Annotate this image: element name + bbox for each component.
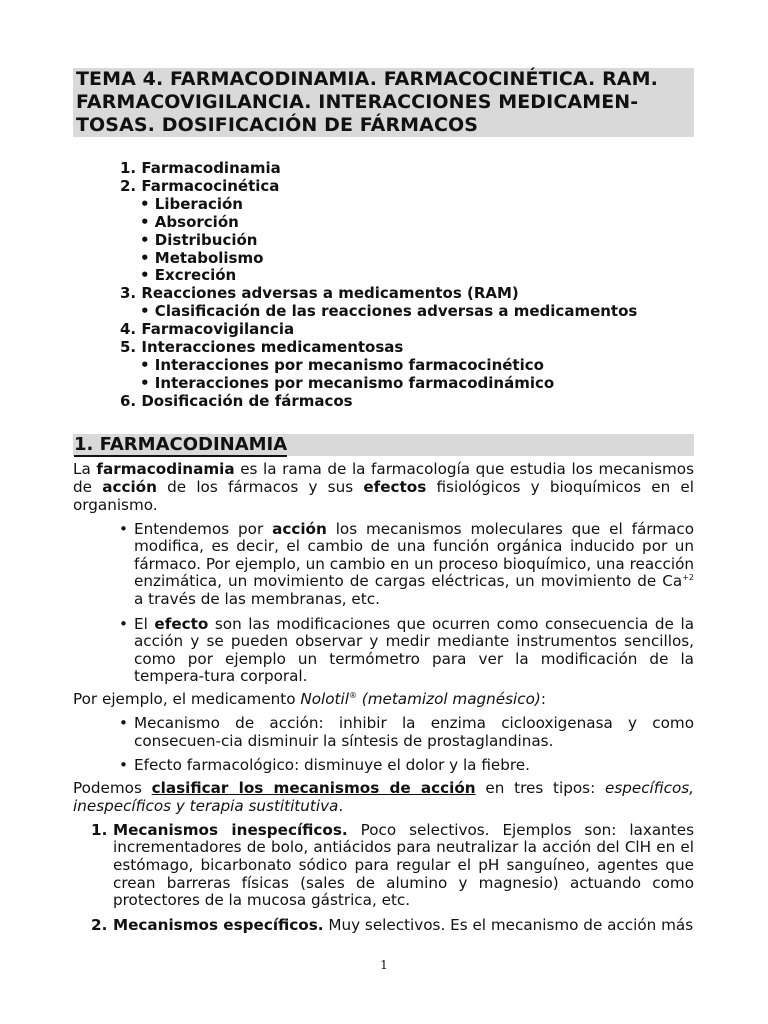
text-run: La [73,459,97,478]
document-page [73,68,694,934]
text-run: los mecanismos moleculares que el fármaco modifica, es decir, el cambio de una función orgánica inducido por un fármaco. Por ejemplo, un cambio en un proceso bioquímico, una reacción enzimática, un movimiento de cargas eléctricas, un movimiento de Ca [134,519,694,591]
example-bullet-mechanism: • Mecanismo de acción: inhibir la enzima ciclooxigenasa y como consecuen-cia disminuir la síntesis de prostaglandinas. [134,715,694,750]
bold-term: Mecanismos inespecíficos. [113,820,348,839]
intro-paragraph [73,460,694,514]
superscript: ® [348,691,357,701]
toc-subitem: • Absorción [140,212,239,231]
bold-term: efecto [154,614,209,633]
example-paragraph [73,690,694,708]
table-of-contents [120,160,694,411]
toc-item: 3. Reacciones adversas a medicamentos (RAM) [120,284,519,303]
toc-subitem: • Clasificación de las reacciones adversas a medicamentos [140,302,638,321]
text-run: . [338,796,344,815]
text-run: de los fármacos y sus [156,477,364,496]
numbered-item-especificos [91,915,694,935]
title-line-2: FARMACOVIGILANCIA. INTERACCIONES MEDICAMEN- [76,91,639,113]
text-run: Podemos [73,778,152,797]
page-title [73,68,694,137]
text-run: El [134,614,155,633]
superscript: +2 [682,573,694,583]
text-run: : [540,690,546,709]
text-run: Muy selectivos. Es el mecanismo de acción más [323,915,694,934]
text-run: Entendemos por [134,519,273,538]
page-number: 1 [380,958,388,972]
classify-paragraph [73,779,694,815]
text-run: son las modificaciones que ocurren como consecuencia de la acción y se pueden observar y medir mediante instrumentos sencillos, como por ejemplo un termómetro para ver la modificación de la tempera-tura corporal. [134,614,695,686]
text-run: en tres tipos: [475,778,605,797]
italic-term: Nolotil [300,690,349,709]
title-line-3: TOSAS. DOSIFICACIÓN DE FÁRMACOS [76,114,479,136]
toc-item: 2. Farmacocinética [120,176,280,195]
numbered-item-inespecificos [91,820,694,910]
toc-subitem: • Liberación [140,194,243,213]
item-number: 2. [91,915,108,934]
item-number: 1. [91,820,108,839]
bold-term: efectos [363,477,427,496]
title-line-1: TEMA 4. FARMACODINAMIA. FARMACOCINÉTICA. RAM. [76,68,658,90]
text-run: fisiológicos y bioquímicos en el organismo. [73,477,694,514]
text-run: es la rama de la farmacología que estudia los mecanismos de [73,459,694,496]
section-heading [73,434,694,456]
toc-subitem: • Excreción [140,266,237,285]
italic-term: específicos, inespecíficos y terapia sustititutiva [73,778,694,815]
text-run: Poco selectivos. Ejemplos son: laxantes incrementadores de bolo, antiácidos para neutralizar la acción del ClH en el estómago, bicarbonato sódico para regular el pH sanguíneo, agentes que crean barreras físicas (sales de alumino y magnesio) actuando como protectores de la mucosa gástrica, etc. [113,820,694,910]
text-run: a través de las membranas, etc. [134,590,380,609]
toc-subitem: • Distribución [140,230,258,249]
underlined-term: clasificar los mecanismos de acción [151,778,476,797]
text-run: Por ejemplo, el medicamento [73,690,301,709]
bold-term: acción [102,477,157,496]
example-bullet-effect: • Efecto farmacológico: disminuye el dolor y la fiebre. [134,757,694,775]
bullet-item-accion [134,521,694,609]
bold-term: farmacodinamia [96,459,235,478]
toc-subitem: • Interacciones por mecanismo farmacodinámico [140,373,555,392]
toc-subitem: • Metabolismo [140,248,264,267]
toc-subitem: • Interacciones por mecanismo farmacocinético [140,355,544,374]
toc-item: 6. Dosificación de fármacos [120,391,353,410]
toc-item: 4. Farmacovigilancia [120,320,295,339]
bullet-item-efecto [134,616,694,686]
bold-term: acción [272,519,327,538]
bold-term: Mecanismos específicos. [113,915,324,934]
italic-term: (metamizol magnésico) [356,690,541,709]
section-heading-text: 1. FARMACODINAMIA [74,433,288,455]
toc-item: 1. Farmacodinamia [120,159,281,177]
toc-item: 5. Interacciones medicamentosas [120,338,404,357]
